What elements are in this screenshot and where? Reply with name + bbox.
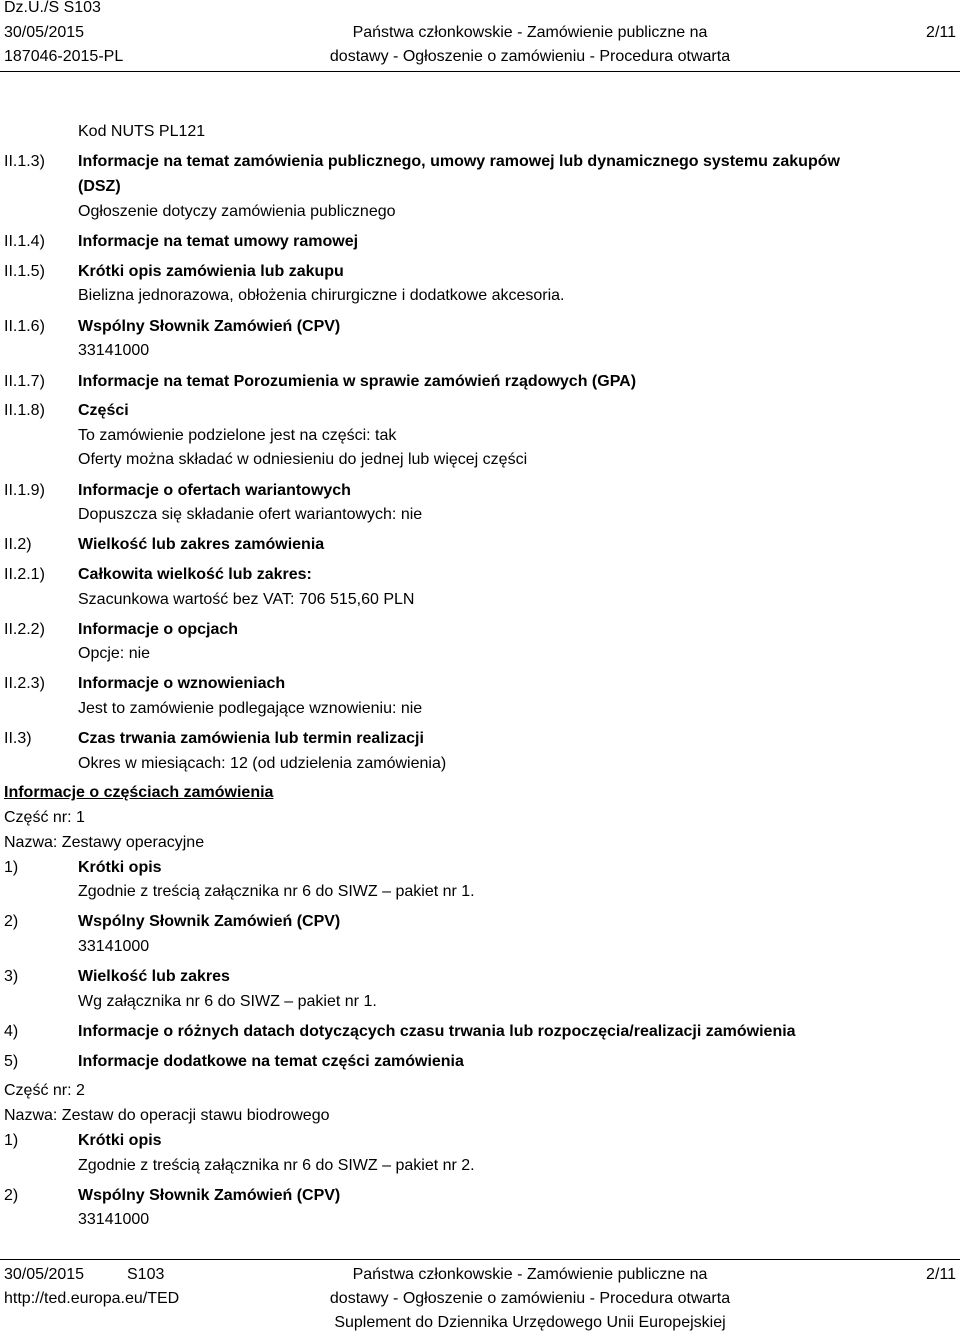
section-heading: Informacje na temat zamówienia publicznego, umowy ramowej lub dynamicznego systemu zakupów (78, 153, 840, 170)
footer-divider (0, 1259, 960, 1260)
section-text: Bielizna jednorazowa, obłożenia chirurgiczne i dodatkowe akcesoria. (78, 287, 565, 304)
header-page-number: 2/11 (926, 24, 956, 41)
document-id: 187046-2015-PL (4, 48, 124, 65)
section-text: 33141000 (78, 342, 150, 359)
footer-date: 30/05/2015 (4, 1266, 85, 1283)
section-number: II.1.3) (4, 153, 45, 170)
part-item-number: 4) (4, 1023, 19, 1040)
part-name: Nazwa: Zestaw do operacji stawu biodrowego (4, 1107, 330, 1124)
part-item-text: Zgodnie z treścią załącznika nr 6 do SIWZ – pakiet nr 1. (78, 883, 475, 900)
footer-title-line3: Suplement do Dziennika Urzędowego Unii Europejskiej (334, 1314, 726, 1331)
section-number: II.1.8) (4, 402, 45, 419)
section-number: II.3) (4, 730, 32, 747)
parts-title: Informacje o częściach zamówienia (4, 784, 274, 801)
section-number: II.1.9) (4, 482, 45, 499)
part-item-text: Zgodnie z treścią załącznika nr 6 do SIWZ – pakiet nr 2. (78, 1157, 475, 1174)
section-text: Okres w miesiącach: 12 (od udzielenia zamówienia) (78, 755, 447, 772)
part-item-heading: Wielkość lub zakres (78, 968, 230, 985)
section-text: Dopuszcza się składanie ofert wariantowych: nie (78, 506, 423, 523)
section-heading: Krótki opis zamówienia lub zakupu (78, 263, 344, 280)
section-heading: Informacje o wznowieniach (78, 675, 286, 692)
journal-ref: Dz.U./S S103 (4, 0, 101, 16)
section-heading: Informacje o ofertach wariantowych (78, 482, 351, 499)
part-item-text: 33141000 (78, 1211, 150, 1228)
section-heading-cont: (DSZ) (78, 178, 121, 195)
part-item-heading: Informacje o różnych datach dotyczących czasu trwania lub rozpoczęcia/realizacji zamówienia (78, 1023, 796, 1040)
part-number: Część nr: 2 (4, 1082, 85, 1099)
section-heading: Czas trwania zamówienia lub termin realizacji (78, 730, 424, 747)
part-item-number: 3) (4, 968, 19, 985)
part-item-number: 1) (4, 1132, 19, 1149)
part-item-number: 5) (4, 1053, 19, 1070)
header-divider (0, 71, 960, 72)
section-text: Opcje: nie (78, 645, 151, 662)
part-item-heading: Wspólny Słownik Zamówień (CPV) (78, 1187, 341, 1204)
part-item-heading: Informacje dodatkowe na temat części zamówienia (78, 1053, 464, 1070)
section-heading: Informacje na temat umowy ramowej (78, 233, 359, 250)
section-number: II.2.2) (4, 621, 45, 638)
section-number: II.2) (4, 536, 32, 553)
section-number: II.1.5) (4, 263, 45, 280)
section-text: Oferty można składać w odniesieniu do jednej lub więcej części (78, 451, 528, 468)
section-text: Ogłoszenie dotyczy zamówienia publicznego (78, 203, 396, 220)
part-name: Nazwa: Zestawy operacyjne (4, 834, 205, 851)
header-title-line1: Państwa członkowskie - Zamówienie publiczne na (352, 24, 708, 41)
section-heading: Wspólny Słownik Zamówień (CPV) (78, 318, 341, 335)
nuts-code: Kod NUTS PL121 (78, 123, 206, 140)
header-date: 30/05/2015 (4, 24, 85, 41)
footer-url-link[interactable]: http://ted.europa.eu/TED (4, 1290, 180, 1307)
section-heading: Wielkość lub zakres zamówienia (78, 536, 325, 553)
part-item-heading: Wspólny Słownik Zamówień (CPV) (78, 913, 341, 930)
section-number: II.1.7) (4, 373, 45, 390)
section-heading: Całkowita wielkość lub zakres: (78, 566, 312, 583)
part-item-heading: Krótki opis (78, 1132, 162, 1149)
part-item-number: 2) (4, 913, 19, 930)
part-item-number: 1) (4, 859, 19, 876)
part-item-heading: Krótki opis (78, 859, 162, 876)
section-text: To zamówienie podzielone jest na części: tak (78, 427, 397, 444)
section-text: Jest to zamówienie podlegające wznowieniu: nie (78, 700, 423, 717)
part-item-number: 2) (4, 1187, 19, 1204)
section-number: II.2.1) (4, 566, 45, 583)
footer-journal: S103 (127, 1266, 165, 1283)
section-heading: Informacje na temat Porozumienia w sprawie zamówień rządowych (GPA) (78, 373, 637, 390)
header-title-line2: dostawy - Ogłoszenie o zamówieniu - Procedura otwarta (329, 48, 731, 65)
section-text: Szacunkowa wartość bez VAT: 706 515,60 PLN (78, 591, 415, 608)
section-number: II.1.4) (4, 233, 45, 250)
part-item-text: Wg załącznika nr 6 do SIWZ – pakiet nr 1. (78, 993, 377, 1010)
section-number: II.2.3) (4, 675, 45, 692)
section-heading: Informacje o opcjach (78, 621, 239, 638)
footer-page-number: 2/11 (926, 1266, 956, 1283)
part-item-text: 33141000 (78, 938, 150, 955)
part-number: Część nr: 1 (4, 809, 85, 826)
footer-title-line2: dostawy - Ogłoszenie o zamówieniu - Procedura otwarta (329, 1290, 731, 1307)
section-number: II.1.6) (4, 318, 45, 335)
section-heading: Części (78, 402, 129, 419)
footer-title-line1: Państwa członkowskie - Zamówienie publiczne na (352, 1266, 708, 1283)
